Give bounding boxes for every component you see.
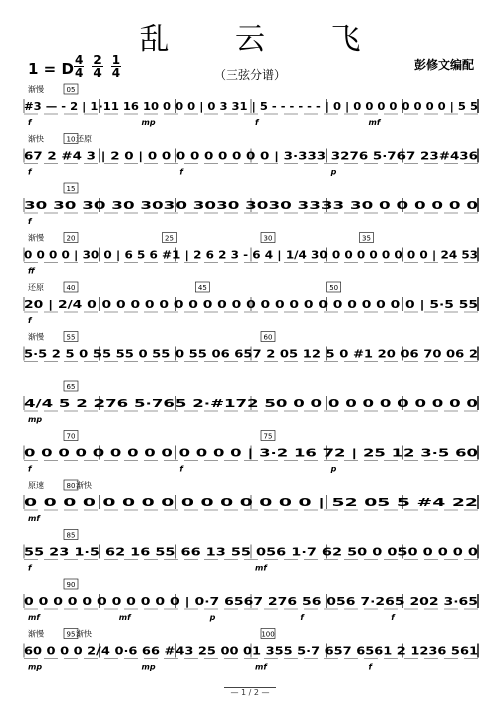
notation-line: 67 2 #4 3 | 2 0 | 0 0 0 0 0 0 0 0 0 | 3·333 3276 5·767 23#436 (24, 149, 479, 163)
dynamic-marking: mf (255, 662, 267, 672)
tempo-marking: 渐快 (76, 629, 92, 639)
notation-line: 0 0 0 0 0 0 0 0 0 0 0 0 0 | 3·2 16 72 | 25 12 3·5 60 (24, 446, 479, 460)
rehearsal-number: 60 (263, 333, 273, 342)
notation-row (24, 431, 479, 474)
dynamic-marking: f (391, 613, 395, 622)
dynamic-marking: mf (255, 563, 267, 573)
dynamic-marking: mf (28, 514, 40, 523)
rehearsal-number: 35 (362, 234, 371, 243)
tempo-marking: 渐快 (76, 481, 92, 490)
dynamic-marking: mp (28, 662, 43, 672)
notation-row (24, 629, 478, 672)
rehearsal-number: 80 (66, 482, 76, 490)
notation-line: 0 0 0 0 | 30 0 | 6 5 6 #1 | 2 6 2 3 - 6 4 | 1/4 30 0 0 0 0 0 0 0 0 | 24 53 (24, 248, 478, 262)
notation-row (24, 233, 478, 276)
page-number (0, 688, 500, 697)
rehearsal-number: 40 (66, 284, 76, 292)
tempo-marking: 渐慢 (28, 332, 44, 342)
dynamic-marking: f (255, 118, 259, 127)
notation-row (24, 134, 478, 177)
page-title: 乱 云 飞 (139, 22, 389, 57)
dynamic-marking: f (28, 118, 32, 127)
notation-row (24, 480, 478, 523)
rehearsal-number: 85 (66, 531, 76, 540)
rehearsal-number: 15 (66, 185, 76, 193)
dynamic-marking: f (300, 613, 304, 622)
tempo-marking: 还原 (76, 134, 92, 144)
dynamic-marking: f (28, 167, 32, 177)
notation-row (24, 84, 478, 127)
dynamic-marking: p (209, 613, 216, 622)
time-denominator: 4 (75, 66, 84, 80)
dynamic-marking: mf (118, 613, 131, 622)
notation-line: 5·5 2 5 0 55 55 0 55 0 55 06 657 2 05 12 5 0 #1 20 06 70 06 2 (24, 347, 478, 361)
rehearsal-number: 90 (66, 581, 76, 589)
time-numerator: 1 (111, 53, 121, 67)
notation-line: 4/4 5 2 276 5·765 2·#172 50 0 0 0 0 0 0 0 0 0 0 0 (24, 397, 479, 410)
notation-line: 0 0 0 0 0 0 0 0 0 0 0 | 0·7 6567 276 56 056 7·265 202 3·65 (24, 595, 478, 608)
rehearsal-number: 50 (329, 284, 339, 292)
key-signature: 1 = D (28, 60, 74, 78)
dynamic-marking: mp (141, 662, 156, 672)
arranger-credit: 彭修文编配 (413, 58, 474, 72)
score-subtitle: （三弦分谱） (213, 68, 286, 82)
rehearsal-number: 10 (66, 135, 76, 144)
rehearsal-number: 55 (66, 333, 76, 342)
tempo-marking: 渐慢 (28, 233, 44, 243)
dynamic-marking: mp (28, 415, 43, 424)
dynamic-marking: f (28, 316, 32, 325)
notation-line: 30 30 30 30 3030 3030 3030 3333 30 0 0 0 0 0 0 (24, 199, 479, 212)
dynamic-marking: ff (28, 266, 35, 276)
notation-line: 60 0 0 0 2/4 0·6 66 #43 25 00 01 355 5·7 657 6561 2 1236 561 (24, 644, 479, 658)
time-denominator: 4 (93, 66, 102, 80)
dynamic-marking: mf (28, 613, 40, 622)
notation-row (24, 530, 478, 573)
time-numerator: 2 (93, 53, 102, 67)
notation-line: 0 0 0 0 0 0 0 0 0 0 0 0 0 0 0 | 52 05 5 #4 22 (24, 496, 478, 509)
rehearsal-number: 75 (263, 432, 273, 441)
notation-line: 55 23 1·5 62 16 55 66 13 55 056 1·7 62 50 0 050 0 0 0 0 (24, 545, 479, 559)
notation-row (24, 332, 478, 362)
rehearsal-number: 25 (165, 234, 174, 243)
rehearsal-number: 100 (261, 630, 275, 639)
rehearsal-number: 30 (263, 234, 273, 243)
time-denominator: 4 (111, 66, 121, 80)
tempo-marking: 渐慢 (28, 85, 44, 94)
rehearsal-number: 70 (66, 432, 76, 441)
notation-row (24, 282, 478, 325)
notation-line: 20 | 2/4 0 0 0 0 0 0 0 0 0 0 0 0 0 0 0 0 0 0 0 0 0 0 0 | 5·5 55 (24, 298, 478, 311)
dynamic-marking: p (330, 167, 337, 177)
tempo-marking: 渐慢 (28, 629, 44, 639)
dynamic-marking: f (28, 563, 32, 573)
time-numerator: 4 (75, 53, 84, 67)
notation-line: #3 — - 2 | 1·11 16 10 0 0 0 | 0 3 31 | 5 - - - - - - | 0 | 0 0 0 0 0 0 0 0 | 5 5 (24, 100, 478, 113)
dynamic-marking: f (368, 662, 372, 672)
rehearsal-number: 95 (66, 630, 76, 639)
dynamic-marking: f (179, 167, 183, 177)
page-number-text: — 1 / 2 — (224, 687, 275, 697)
notation-row (24, 183, 479, 226)
notation-row (24, 381, 479, 424)
tempo-marking: 渐快 (28, 134, 44, 144)
dynamic-marking: mf (368, 118, 381, 127)
dynamic-marking: mp (141, 118, 156, 127)
rehearsal-number: 45 (197, 284, 207, 292)
dynamic-marking: p (330, 464, 337, 474)
tempo-marking: 还原 (28, 283, 44, 292)
rehearsal-number: 05 (66, 86, 76, 94)
notation-row (24, 579, 478, 622)
dynamic-marking: f (28, 464, 32, 474)
dynamic-marking: f (179, 464, 183, 474)
dynamic-marking: f (28, 217, 32, 226)
rehearsal-number: 65 (66, 383, 76, 391)
rehearsal-number: 20 (66, 234, 76, 243)
tempo-marking: 原速 (28, 481, 44, 490)
